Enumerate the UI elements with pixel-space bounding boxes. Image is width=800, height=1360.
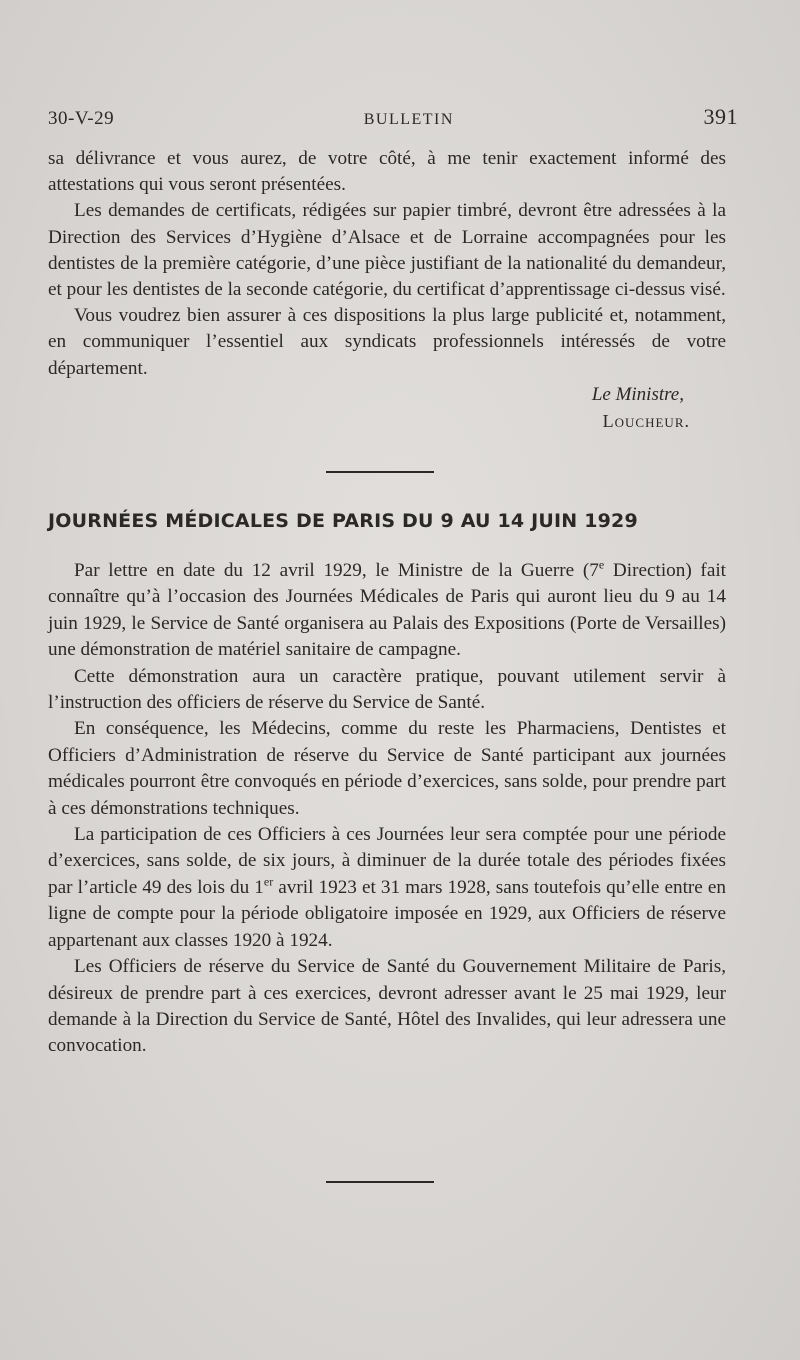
section-divider-top	[326, 471, 434, 473]
article-paragraph-1	[48, 558, 726, 664]
article-paragraph-4-sup: er	[263, 874, 274, 889]
header-title: BULLETIN	[363, 111, 454, 128]
article-paragraph-1-sup: e	[598, 557, 605, 572]
article-paragraph-2: Cette démonstration aura un caractère pratique, pouvant utilement servir à l’instruction des officiers de réserve du Service de Santé.	[48, 665, 726, 714]
article-body	[48, 558, 726, 1060]
article-paragraph-1-text-b: Direction) fait connaître qu’à l’occasion des Journées Médicales de Paris qui auront lieu du 9 au 14 juin 1929, le Service de Santé organisera au Palais des Expositions (Porte de Versailles) une démonstration de matériel sanitaire de campagne.	[48, 560, 726, 661]
signature-name: Loucheur.	[602, 410, 690, 431]
header-date: 30-V-29	[48, 108, 115, 129]
letter-paragraph-2: Les demandes de certificats, rédigées sur papier timbré, devront être adressées à la Direction des Services d’Hygiène d’Alsace et de Lorraine accompagnées pour les dentistes de la première catégorie, d’une pièce justifiant de la nationalité du demandeur, et pour les dentistes de la seconde catégorie, du certificat d’apprentissage ci-dessus visé.	[48, 200, 726, 301]
section-divider-bottom	[326, 1181, 434, 1183]
article-paragraph-3: En conséquence, les Médecins, comme du reste les Pharmaciens, Dentistes et Officiers d’Administration de réserve du Service de Santé participant aux journées médicales pourront être convoqués en période d’exercices, sans solde, pour prendre part à ces démonstrations techniques.	[48, 718, 726, 819]
signature-title: Le Ministre,	[591, 383, 684, 405]
letter-conclusion	[48, 146, 726, 434]
article-paragraph-4-text-b: avril 1923 et 31 mars 1928, sans toutefois qu’elle entre en ligne de compte pour la période obligatoire imposée en 1929, aux Officiers de réserve appartenant aux classes 1920 à 1924.	[48, 876, 726, 951]
page-number: 391	[703, 104, 738, 129]
article-paragraph-4-text-a: La participation de ces Officiers à ces Journées leur sera comptée pour une période d’exercices, sans solde, de six jours, à diminuer de la durée totale des périodes fixées par l’article 49 des lois du 1	[48, 824, 726, 898]
article-paragraph-1-text-a: Par lettre en date du 12 avril 1929, le Ministre de la Guerre (7	[74, 560, 599, 581]
article-paragraph-4	[48, 822, 726, 954]
article-heading: JOURNÉES MÉDICALES DE PARIS DU 9 AU 14 JUIN 1929	[48, 510, 638, 532]
article-paragraph-5: Les Officiers de réserve du Service de Santé du Gouvernement Militaire de Paris, désireux de prendre part à ces exercices, devront adresser avant le 25 mai 1929, leur demande à la Direction du Service de Santé, Hôtel des Invalides, qui leur adressera une convocation.	[48, 956, 726, 1057]
letter-paragraph-1: sa délivrance et vous aurez, de votre côté, à me tenir exactement informé des attestations qui vous seront présentées.	[48, 148, 726, 196]
letter-paragraph-3: Vous voudrez bien assurer à ces dispositions la plus large publicité et, notamment, en communiquer l’essentiel aux syndicats professionnels intéressés de votre département.	[48, 305, 726, 379]
signature-block	[48, 382, 726, 434]
running-header	[48, 104, 738, 130]
